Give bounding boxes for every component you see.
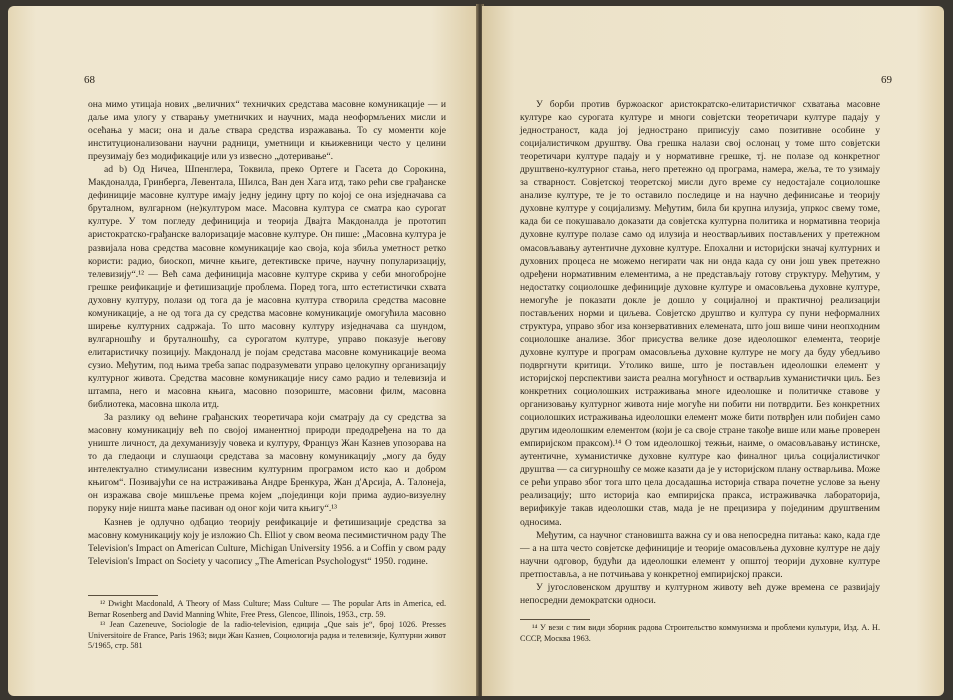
- paragraph: У борби против буржоаског аристократско-елитаристичког схватања масовне културе као сурогата културе и многи совјетски теоретичари културе падају у једностраност, када јој једнострано приписују само позитивне особине у социјалистичком друштву. Ова грешка налази свој ослонац у томе што совјетски теоретичари културе падају и у нормативне грешке, тј. не полазе од конкретног друштвено-културног стања, него претежно од програма, намера, жеља, те то узимају за стварност. Совјетској теоретској мисли дуго време су недостајале социолошке анализе културе, те је то оставило последице и на научно дефинисање и теорију духовне културе у социјализму. Међутим, била би крупна илузија, упркос свему томе, када би се покушавало доказати да совјетска културна политика и нормативна теорија духовне културе полазе само од илузија и неостварљивих постављених у претежном омасовљавању аутентичне духовне културе. Епохални и историјски значај културних и духовних процеса не можемо негирати чак ни онда када су они још увек претежно одређени нормативним елементима, а не представљају готову структуру. Међутим, у недостатку социолошке дефиниције духовне културе и омасовљења духовне културе, немогуће је показати докле је дошло у социјалној и практичној реализацији постављених норми и циљева. Совјетско друштво и култура су пуни неформалних структура, управо због иза конзервативних елемената, што још више чини неопходним социолошке анализе. Због присуства велике дозе идеолошког елемента, теорије духовне културе и програм омасовљења духовне културе не могу да буду убедљиво подвргнути критици. Утолико више, што је постављен идеолошки елемент у историјској перспективи заиста реална могућност и остварљив хуманистички циљ. Без конкретних социолошких истраживања многе идеолошке и политичке ставове у организовању културног живота није могуће ни побити ни потврдити. Без конкретних социолошких истраживања идеолошки елемент може бити потврђен или побијен само другим идеолошким елементом (који је са своје стране такође више или мање проверен емпиријском праксом).¹⁴ О том идеолошкој тежњи, наиме, о омасовљавању истинске, аутентичне, хуманистичке духовне културе као финалног циља социјалистичког друштва — са сигурношћу се може казати да је у историјском плану остварљива. Може се рећи управо због тога што цела досадашња историја ствара почетне услове за њену реализацију; што историја као емпиријска пракса, истраживачка лабораторија, верификује такав идеолошки став, мада је не прецизира у појединим друштвеним односима.: [520, 99, 880, 528]
- paragraph: Међутим, са научног становишта важна су и ова непосредна питања: како, када где — а на шта често совјетске дефиниције и теорије омасовљења духовне културе не дају научни одговор, будући да идеолошки елемент у општој теорији духовне културе претпоставља, а не потчињава у конкретној емпиријској пракси.: [520, 529, 880, 580]
- body-text: [520, 98, 880, 607]
- paragraph: она мимо утицаја нових „величних“ техничких средстава масовне комуникације — и даље има улогу у стварању уметничких и научних, мада неоформљених мисли и осећања у маси; она и даље ствара средства изражавања. То су моменти које институционализовани научни радници, уметници и књижевници често у целини преузимају без модификације или уз извесно „дотеривање“.: [88, 99, 446, 163]
- page-number: 69: [881, 74, 892, 86]
- paragraph: Казнев је одлучно одбацио теорију реификације и фетишизације средства за масовну комуникацију коју је изложио Ch. Elliot у свом веома песимистичном раду The Television's Impact on American Culture, Michigan University 1956. а и Coffin у свом раду Television's Impact on Society у часопису „The American Psychologyst“ 1950. године.: [88, 516, 447, 567]
- footnote-rule: [88, 595, 158, 596]
- footnote-rule: [520, 619, 590, 620]
- footnote: ¹² Dwight Macdonald, A Theory of Mass Culture; Mass Culture — The popular Arts in America, ed. Bernar Rosenberg and David Manning White, Free Press, Glencoe, Illinois, 1953., стр. 59.: [88, 599, 446, 619]
- body-text: [88, 98, 446, 568]
- right-page: [482, 6, 944, 696]
- footnote: ¹⁴ У вези с тим види зборник радова Строительство коммунизма и проблеми культури, Изд. А. Н. СССР, Москва 1963.: [520, 623, 880, 643]
- footnote: ¹³ Jean Cazeneuve, Sociologie de la radio-television, едиција „Que sais je“, број 1026. Presses Universitoire de France, Paris 1963; види Жан Казнев, Социологија радиа и телевизије, Културни живот 5/1965, стр. 581: [88, 620, 446, 651]
- paragraph: У југословенском друштву и културном животу већ дуже времена се развијају непосредни демократски односи.: [520, 581, 880, 606]
- page-number: 68: [84, 74, 95, 86]
- footnotes: [88, 599, 446, 652]
- footnotes: [520, 623, 880, 644]
- paragraph: ad b) Од Ничеа, Шпенглера, Токвила, преко Ортеге и Гасета до Сорокина, Макдоналда, Гринберга, Левентала, Шилса, Ван ден Хага итд, тако рећи све грађанске дефиниције масовне културе имају једну једину црту по којој се она изједначава са бруталном, вулгарном (не)културом масе. Масовна култура се сматра као сурогат културе. У том погледу дефиниција и теорија Двајта Макдоналда је прототип аристократско-грађанске валоризације масовне културе. Он пише: „Масовна култура је развијала нова средства масовне комуникације као своја, која збиља уметност ретко користи: радио, биоскоп, мичне књиге, детективске приче, научну популаризацију, телевизију“.¹² — Већ сама дефиниција масовне културе скрива у себи многобројне грешке реификације и фетишизације проблема. Поред тога, што естетистички схвата духовну културу, полази од тога да је масовна култура створила средства масовне комуникације, а не од тога да су средства масовне комуникације омогућила масовно ширење културних садржаја. То што масовну културу изједначава са шундом, вулгарношћу и бруталношћу, са сурогатом културе, управо показује његову елитаристичку позицију. Макдоналд је појам средстава масовне комуникације веома сузио. Међутим, под њима треба запас подразумевати управо целокупну организацију културног живота. Средства масовне комуникације нису само радио и телевизија и штампа, него и масовна књига, масовно позориште, масовни филм, масовна библиотека, масовна школа итд.: [88, 164, 446, 411]
- paragraph: За разлику од већине грађанских теоретичара који сматрају да су средства за масовну комуникацију већ по својој иманентној природи предодређена на то да униште личност, да дехуманизују човека и културу, Француз Жан Казнев упозорава на то да гледаоци и слушаоци средстава за масовну комуникацију „могу да буду интелектуално стимулисани извесним културним програмом исто као и добром књигом“. Позивајући се на истраживања Андре Бренкура, Жан д'Арсија, А. Талонеја, он изражава своје мишљење према којем „појединци који прима аудио-визуелну поруку није ништа мање пасиван од оног који чита књигу“.¹³: [88, 412, 446, 515]
- left-page: [8, 6, 478, 696]
